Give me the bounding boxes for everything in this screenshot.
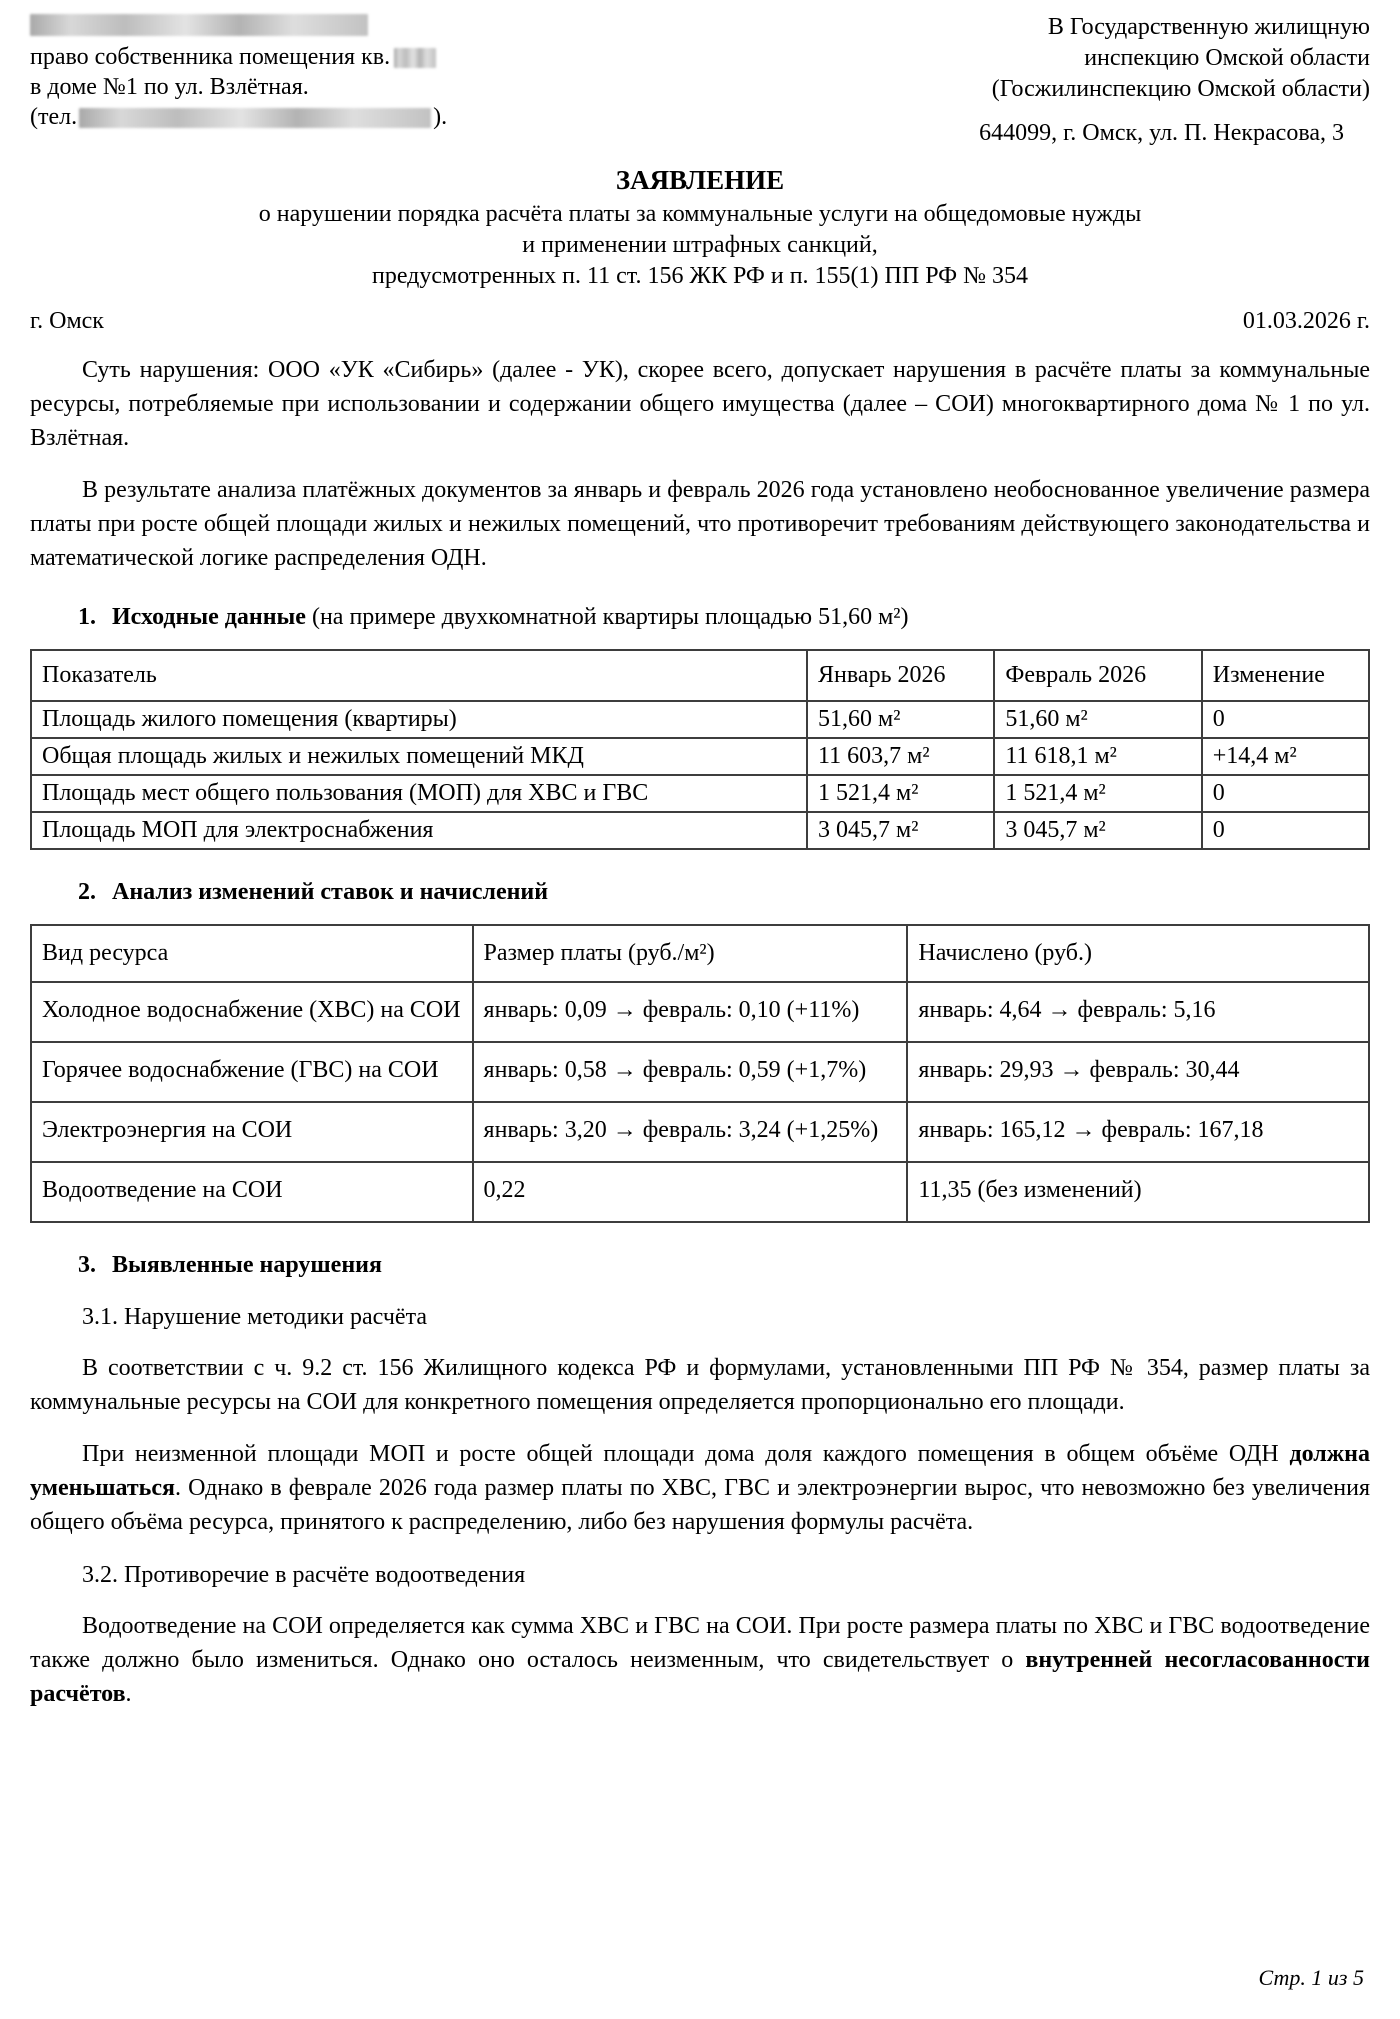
subsection-3-1-heading: 3.1. Нарушение методики расчёта	[82, 1304, 427, 1330]
table-cell: 0	[1202, 701, 1369, 738]
paragraph-text: Водоотведение на СОИ определяется как сумма ХВС и ГВС на СОИ. При росте размера платы по ХВС и ГВС водоотведение также должно было измениться. Однако оно осталось неизменным, что свидетельствует о	[30, 1613, 1370, 1673]
title-subtitle-1: о нарушении порядка расчёта платы за коммунальные услуги на общедомовые нужды	[258, 201, 1142, 227]
table-cell: январь: 3,20 → февраль: 3,24 (+1,25%)	[473, 1102, 908, 1162]
table-row	[31, 1162, 1369, 1222]
section-2-number: 2.	[78, 879, 96, 905]
page-number: Стр. 1 из 5	[1258, 1965, 1364, 1990]
table1-header-february: Февраль 2026	[994, 650, 1201, 701]
table-row	[31, 738, 1369, 775]
table-cell: 51,60 м²	[994, 701, 1201, 738]
intro-paragraph-2: В результате анализа платёжных документов за январь и февраль 2026 года установлено необоснованное увеличение размера платы при росте общей площади жилых и нежилых помещений, что противоречит требованиям действующего законодательства и математической логике распределения ОДН.	[30, 477, 1370, 571]
document-date: 01.03.2026 г.	[1242, 308, 1370, 334]
applicant-house-line: в доме №1 по ул. Взлётная.	[30, 74, 309, 100]
section-3-heading	[30, 1249, 1370, 1281]
emphasis-must-decrease: должна уменьшаться	[30, 1441, 1370, 1501]
table-cell: 1 521,4 м²	[994, 775, 1201, 812]
table-cell: 1 521,4 м²	[807, 775, 994, 812]
section-2-heading	[30, 876, 1370, 908]
title-subtitle-2: и применении штрафных санкций,	[522, 232, 878, 258]
applicant-owner-line	[30, 42, 530, 72]
subsection-3-1-paragraph-1: В соответствии с ч. 9.2 ст. 156 Жилищного кодекса РФ и формулами, установленными ПП РФ № 354, размер платы за коммунальные ресурсы на СОИ для конкретного помещения определяется пропорционально его площади.	[30, 1355, 1370, 1415]
document-city: г. Омск	[30, 308, 104, 334]
redacted-apartment-number	[394, 48, 436, 68]
section-3-title: Выявленные нарушения	[112, 1252, 382, 1278]
table-cell: январь: 0,09 → февраль: 0,10 (+11%)	[473, 982, 908, 1042]
title-block	[30, 165, 1370, 292]
table-cell: Горячее водоснабжение (ГВС) на СОИ	[31, 1042, 473, 1102]
table-cell: Водоотведение на СОИ	[31, 1162, 473, 1222]
applicant-owner-text: право собственника помещения кв.	[30, 44, 391, 70]
table-cell: Площадь МОП для электроснабжения	[31, 812, 807, 849]
recipient-line-3: (Госжилинспекцию Омской области)	[991, 76, 1370, 102]
emphasis-internal-inconsistency: внутренней несогласованности расчётов	[30, 1647, 1370, 1707]
section-3-number: 3.	[78, 1252, 96, 1278]
table-cell: 11 603,7 м²	[807, 738, 994, 775]
recipient-line-2: инспекцию Омской области	[1084, 45, 1370, 71]
table-cell: 0,22	[473, 1162, 908, 1222]
subsection-3-2-heading: 3.2. Противоречие в расчёте водоотведения	[82, 1562, 526, 1588]
applicant-block	[30, 12, 530, 132]
table1-header-january: Январь 2026	[807, 650, 994, 701]
phone-suffix: ).	[433, 104, 448, 130]
section-1-title: Исходные данные	[112, 604, 306, 630]
table-row	[31, 1102, 1369, 1162]
table-cell: январь: 0,58 → февраль: 0,59 (+1,7%)	[473, 1042, 908, 1102]
initial-data-table	[30, 649, 1370, 850]
table-row	[31, 775, 1369, 812]
table-cell: Площадь жилого помещения (квартиры)	[31, 701, 807, 738]
rates-analysis-table	[30, 924, 1370, 1223]
table-cell: 3 045,7 м²	[807, 812, 994, 849]
place-date-row	[30, 308, 1370, 335]
redacted-name-bar	[30, 14, 368, 36]
table-cell: 3 045,7 м²	[994, 812, 1201, 849]
phone-prefix: (тел.	[30, 104, 78, 130]
applicant-phone-line	[30, 102, 530, 132]
table-cell: январь: 29,93 → февраль: 30,44	[907, 1042, 1369, 1102]
table-row	[31, 812, 1369, 849]
paragraph-text: При неизменной площади МОП и росте общей площади дома доля каждого помещения в общем объёме ОДН	[82, 1441, 1290, 1467]
section-1-title-note: (на примере двухкомнатной квартиры площадью 51,60 м²)	[305, 604, 909, 630]
section-1-heading	[30, 601, 1370, 633]
table-cell: 0	[1202, 775, 1369, 812]
subsection-3-1-paragraph-2	[30, 1437, 1370, 1539]
table-row	[31, 982, 1369, 1042]
table-cell: 11 618,1 м²	[994, 738, 1201, 775]
table-cell: Площадь мест общего пользования (МОП) для ХВС и ГВС	[31, 775, 807, 812]
table-row	[31, 701, 1369, 738]
intro-paragraph-1: Суть нарушения: ООО «УК «Сибирь» (далее - УК), скорее всего, допускает нарушения в расчёте платы за коммунальные ресурсы, потребляемые при использовании и содержании общего имущества (далее – СОИ) многоквартирного дома № 1 по ул. Взлётная.	[30, 357, 1370, 451]
recipient-address: 644099, г. Омск, ул. П. Некрасова, 3	[979, 120, 1344, 146]
table2-header-resource: Вид ресурса	[31, 925, 473, 982]
table-cell: январь: 165,12 → февраль: 167,18	[907, 1102, 1369, 1162]
table-cell: +14,4 м²	[1202, 738, 1369, 775]
table2-header-charged: Начислено (руб.)	[907, 925, 1369, 982]
document-title: ЗАЯВЛЕНИЕ	[615, 165, 785, 195]
table-cell: Холодное водоснабжение (ХВС) на СОИ	[31, 982, 473, 1042]
recipient-block	[630, 12, 1370, 149]
document-header	[30, 12, 1370, 149]
paragraph-text: .	[125, 1681, 132, 1707]
section-2-title: Анализ изменений ставок и начислений	[112, 879, 549, 905]
table1-header-change: Изменение	[1202, 650, 1369, 701]
table2-header-rate: Размер платы (руб./м²)	[473, 925, 908, 982]
title-subtitle-3: предусмотренных п. 11 ст. 156 ЖК РФ и п. 155(1) ПП РФ № 354	[372, 263, 1028, 289]
table-cell: январь: 4,64 → февраль: 5,16	[907, 982, 1369, 1042]
section-1-number: 1.	[78, 604, 96, 630]
table-header-row	[31, 925, 1369, 982]
recipient-line-1: В Государственную жилищную	[1047, 14, 1370, 40]
table-cell: 0	[1202, 812, 1369, 849]
paragraph-text: . Однако в феврале 2026 года размер платы по ХВС, ГВС и электроэнергии вырос, что невозможно без увеличения общего объёма ресурса, принятого к распределению, либо без нарушения формулы расчёта.	[30, 1475, 1370, 1535]
subsection-3-2-paragraph-1	[30, 1609, 1370, 1711]
table-cell: 11,35 (без изменений)	[907, 1162, 1369, 1222]
table1-header-indicator: Показатель	[31, 650, 807, 701]
table-cell: Электроэнергия на СОИ	[31, 1102, 473, 1162]
table-cell: Общая площадь жилых и нежилых помещений МКД	[31, 738, 807, 775]
table-cell: 51,60 м²	[807, 701, 994, 738]
redacted-phone-number	[79, 108, 431, 128]
table-row	[31, 1042, 1369, 1102]
table-header-row	[31, 650, 1369, 701]
